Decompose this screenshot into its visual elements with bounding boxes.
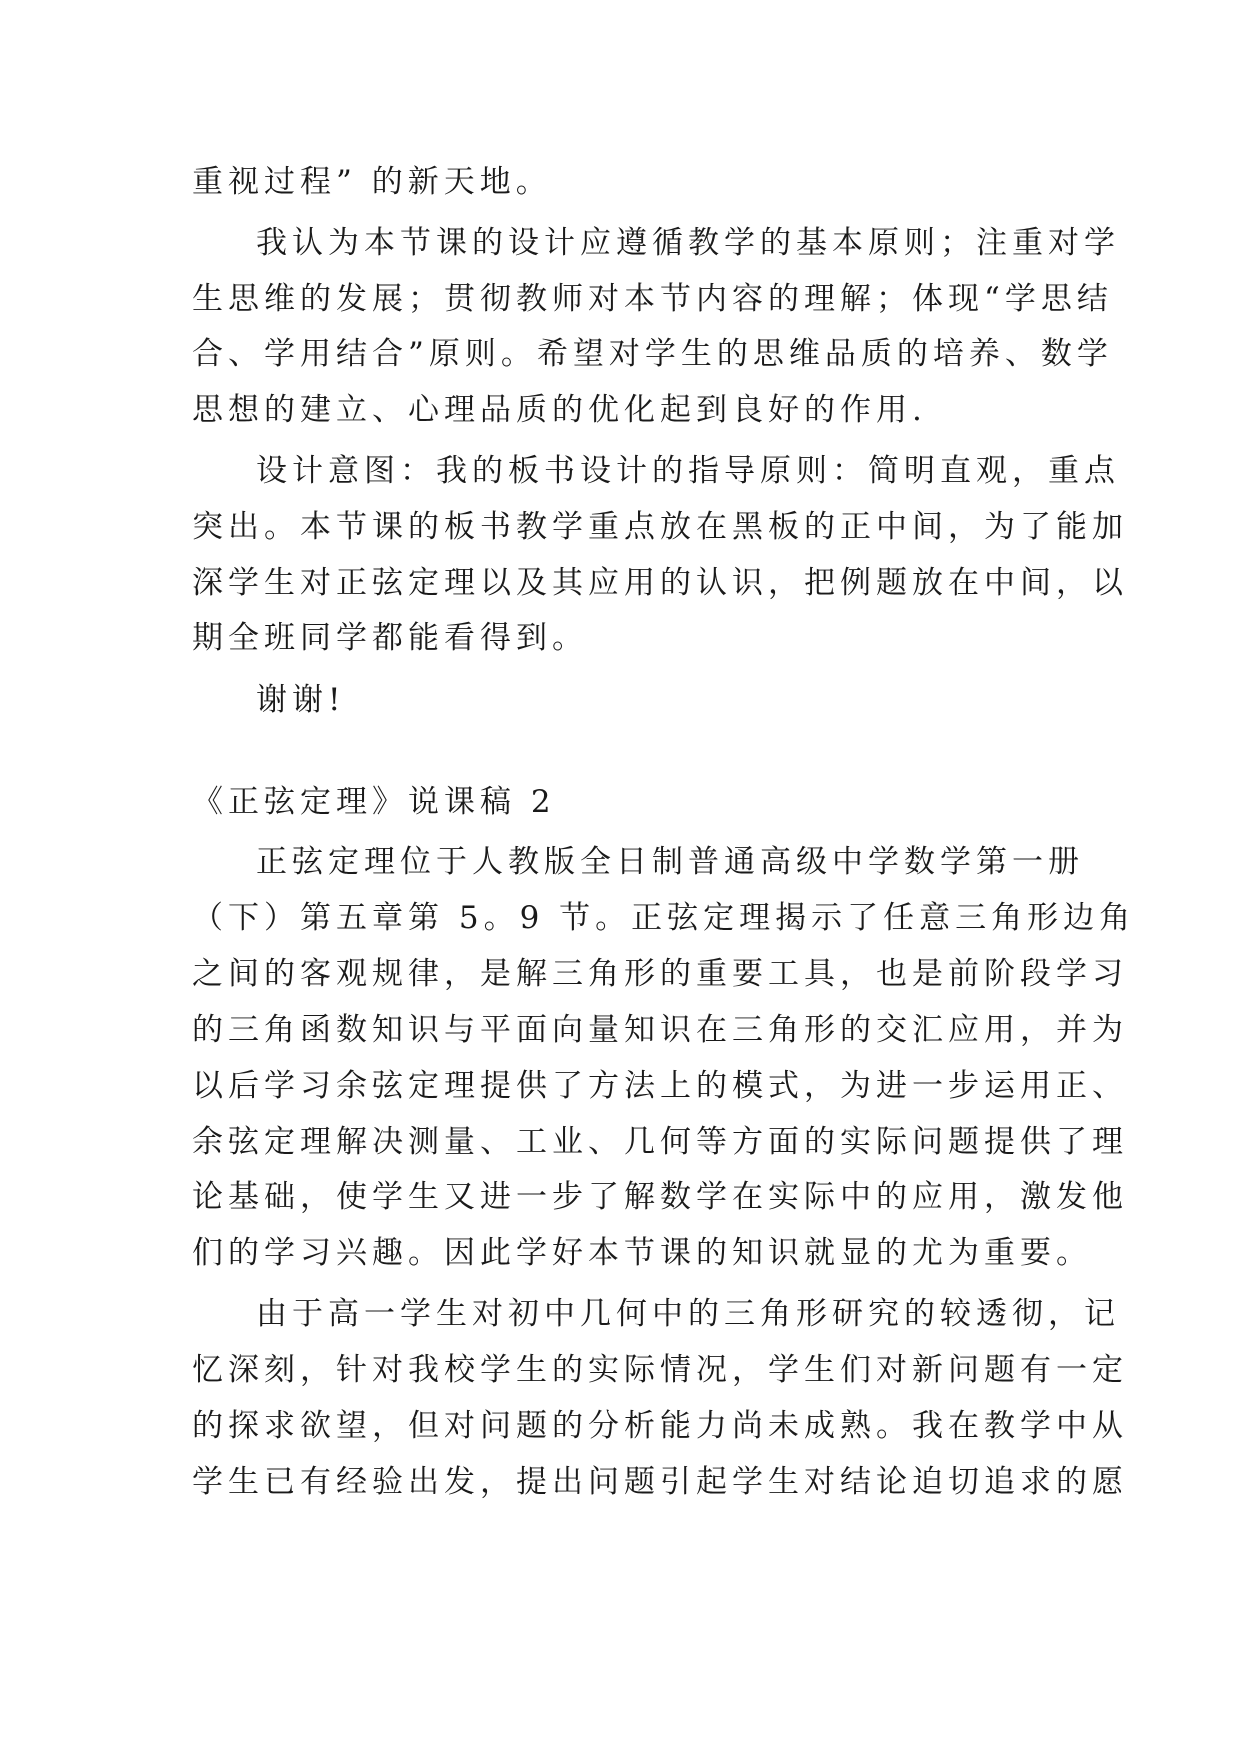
text-line: 们的学习兴趣。因此学好本节课的知识就显的尤为重要。 [192,1235,1092,1271]
text-line: 余弦定理解决测量、工业、几何等方面的实际问题提供了理 [192,1124,1128,1160]
text-line: 我认为本节课的设计应遵循教学的基本原则；注重对学 [256,225,1120,261]
text-line: 忆深刻，针对我校学生的实际情况，学生们对新问题有一定 [192,1352,1128,1388]
text-line: 论基础，使学生又进一步了解数学在实际中的应用，激发他 [192,1179,1128,1215]
text-line: 以后学习余弦定理提供了方法上的模式，为进一步运用正、 [192,1068,1128,1104]
text-line: 设计意图：我的板书设计的指导原则：简明直观，重点 [256,453,1120,489]
text-line: 重视过程” 的新天地。 [192,164,552,200]
section-heading: 《正弦定理》说课稿 2 [192,784,556,820]
text-line: （下）第五章第 5。9 节。正弦定理揭示了任意三角形边角 [192,900,1136,936]
text-line: 期全班同学都能看得到。 [192,620,588,656]
text-line: 的三角函数知识与平面向量知识在三角形的交汇应用，并为 [192,1012,1128,1048]
text-line: 之间的客观规律，是解三角形的重要工具，也是前阶段学习 [192,956,1128,992]
text-line: 由于高一学生对初中几何中的三角形研究的较透彻，记 [256,1296,1120,1332]
text-line: 正弦定理位于人教版全日制普通高级中学数学第一册 [256,844,1084,880]
text-line: 学生已有经验出发，提出问题引起学生对结论迫切追求的愿 [192,1464,1128,1500]
text-line: 的探求欲望，但对问题的分析能力尚未成熟。我在教学中从 [192,1408,1128,1444]
text-line: 合、学用结合”原则。希望对学生的思维品质的培养、数学 [192,336,1113,372]
text-line: 谢谢! [256,682,346,718]
text-line: 思想的建立、心理品质的优化起到良好的作用. [192,392,927,428]
text-line: 突出。本节课的板书教学重点放在黑板的正中间，为了能加 [192,509,1128,545]
text-line: 深学生对正弦定理以及其应用的认识，把例题放在中间，以 [192,565,1128,601]
text-line: 生思维的发展；贯彻教师对本节内容的理解；体现“学思结 [192,281,1113,317]
